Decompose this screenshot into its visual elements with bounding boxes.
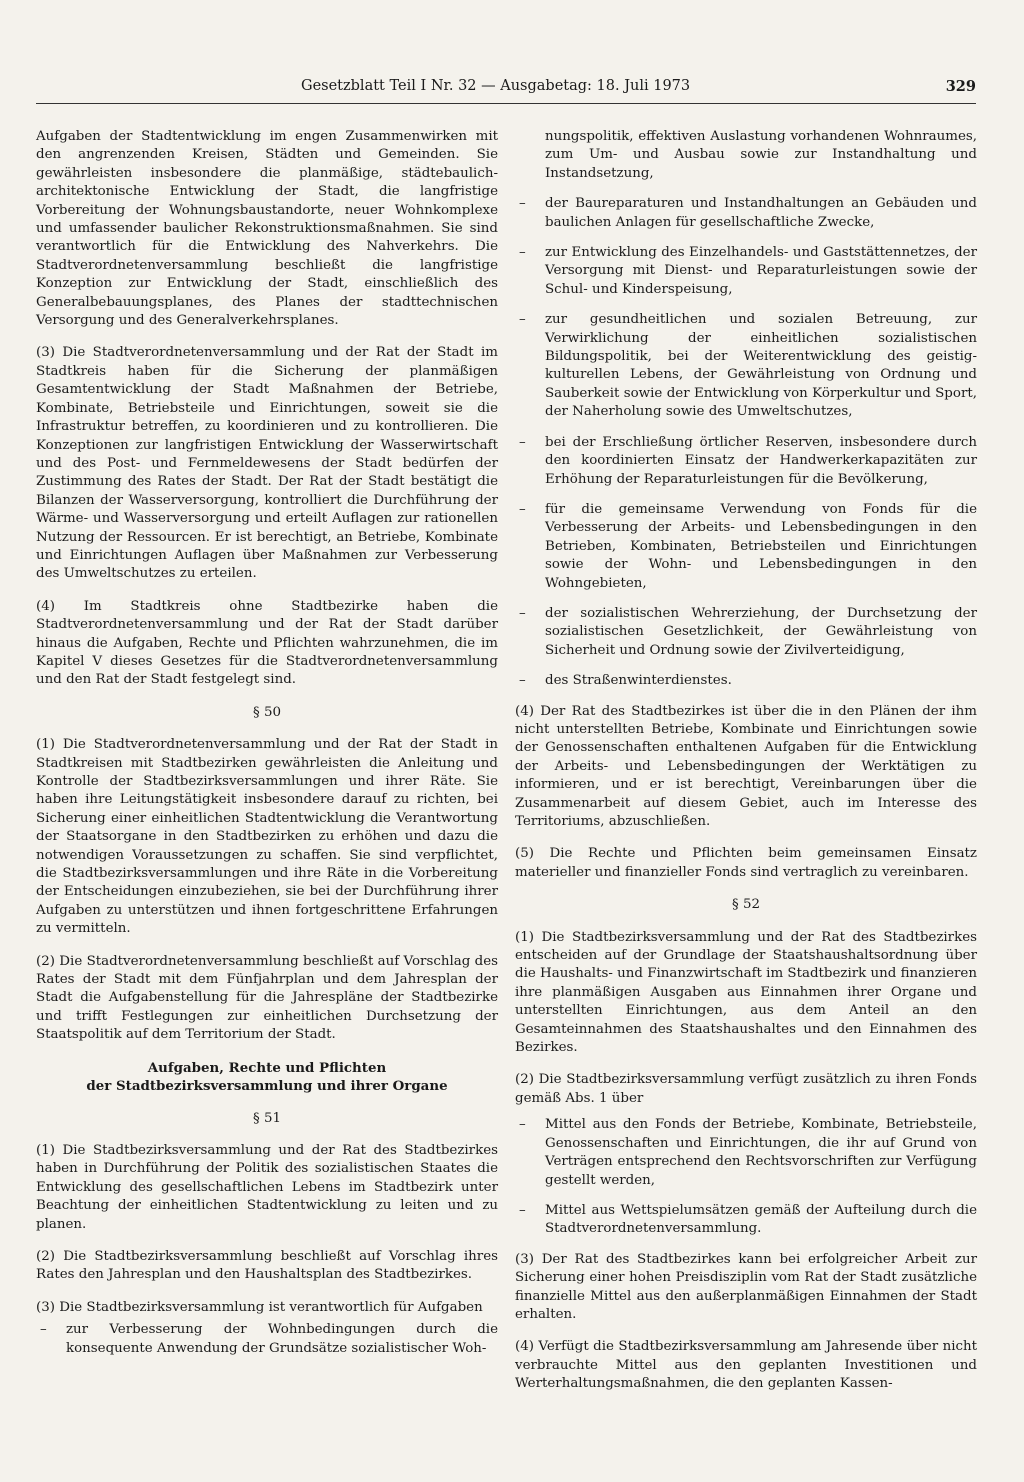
paragraph: (3) Die Stadtbezirksversammlung ist verantwortlich für Aufgaben [36, 1299, 483, 1315]
paragraph: (1) Die Stadtbezirksversammlung und der Rat des Stadtbezirkes haben in Durchführung der Politik des sozialistischen Staates die Entwicklung des gesellschaftlichen Lebens im Stadtbezirk unter Beachtung der einheitlichen Stadtentwicklung zu leiten und zu planen. [36, 1142, 498, 1232]
paragraph: (5) Die Rechte und Pflichten beim gemeinsamen Einsatz materieller und finanzieller Fonds sind vertraglich zu vereinbaren. [515, 846, 977, 880]
list-item: – zur Verbesserung der Wohnbedingungen durch die konsequente Anwendung der Grundsätze sozialistischer Woh- [36, 1321, 498, 1358]
section-heading [36, 1059, 498, 1096]
list-item: – Mittel aus Wettspielumsätzen gemäß der Aufteilung durch die Stadtverordnetenversammlung. [515, 1202, 977, 1239]
page-number: 329 [945, 78, 976, 95]
list-item: – Mittel aus den Fonds der Betriebe, Kombinate, Betriebsteile, Genossenschaften und Einrichtungen, die ihr auf Grund von Verträgen entsprechend den Rechtsvorschriften zur Verfügung gestellt werden, [515, 1116, 977, 1190]
section-number: § 52 [732, 897, 760, 913]
list-item: – bei der Erschließung örtlicher Reserven, insbesondere durch den koordinierten Einsatz der Handwerkerkapazitäten zur Erhöhung der Reparaturleistungen für die Bevölkerung, [515, 434, 977, 489]
paragraph: (2) Die Stadtverordnetenversammlung beschließt auf Vorschlag des Rates der Stadt mit dem Fünfjahrplan und dem Jahresplan der Stadt die Aufgabenstellung für die Jahrespläne der Stadtbezirke und trifft Festlegungen zur einheitlichen Durchsetzung der Staatspolitik auf dem Territorium der Stadt. [36, 953, 498, 1043]
header-title: Gesetzblatt Teil I Nr. 32 — Ausgabetag: 18. Juli 1973 [301, 78, 691, 94]
section-number: § 51 [253, 1110, 281, 1126]
page-header [36, 78, 976, 100]
paragraph: (1) Die Stadtbezirksversammlung und der Rat des Stadtbezirkes entscheiden auf der Grundlage der Staatshaushaltsordnung über die Haushalts- und Finanzwirtschaft im Stadtbezirk und finanzieren ihre planmäßigen Ausgaben aus Einnahmen ihrer Organe und unterstellten Einrichtungen, aus dem Anteil an den Gesamteinnahmen des Staatshaushaltes und den Einnahmen des Bezirkes. [515, 929, 977, 1056]
header-rule [36, 103, 976, 104]
list-item: – des Straßenwinterdienstes. [515, 672, 977, 690]
dash-list [515, 1116, 977, 1238]
right-column [515, 128, 977, 1408]
list-item: – zur Entwicklung des Einzelhandels- und Gaststättennetzes, der Versorgung mit Dienst- und Reparaturleistungen sowie der Schul- und Kinderspeisung, [515, 244, 977, 299]
paragraph: (1) Die Stadtverordnetenversammlung und der Rat der Stadt in Stadtkreisen mit Stadtbezirken gewährleisten die Anleitung und Kontrolle der Stadtbezirksversammlungen und ihrer Räte. Sie haben ihre Leitungstätigkeit insbesondere darauf zu richten, bei Sicherung einer einheitlichen Stadtentwicklung die Verantwortung der Staatsorgane in den Stadtbezirken zu erhöhen und dazu die notwendigen Voraussetzungen zu schaffen. Sie sind verpflichtet, die Stadtbezirksversammlungen und ihre Räte in die Vorbereitung der Entscheidungen einzubeziehen, sie bei der Durchführung ihrer Aufgaben zu unterstützen und ihnen fortgeschrittene Erfahrungen zu vermitteln. [36, 737, 498, 937]
dash-list [36, 1321, 498, 1358]
paragraph: (2) Die Stadtbezirksversammlung beschließt auf Vorschlag ihres Rates den Jahresplan und den Haushaltsplan des Stadtbezirkes. [36, 1248, 498, 1283]
paragraph: (4) Der Rat des Stadtbezirkes ist über die in den Plänen der ihm nicht unterstellten Betriebe, Kombinate und Einrichtungen sowie der Genossenschaften enthaltenen Aufgaben für die Entwicklung der Arbeits- und Lebensbedingungen der Werktätigen zu informieren, und er ist berechtigt, Vereinbarungen über die Zusammenarbeit auf diesem Gebiet, auch im Interesse des Territoriums, abzuschließen. [515, 703, 977, 829]
list-item: – zur gesundheitlichen und sozialen Betreuung, zur Verwirklichung der einheitlichen sozialistischen Bildungspolitik, bei der Weiterentwicklung des geistig-kulturellen Lebens, der Gewährleistung von Ordnung und Sauberkeit sowie der Entwicklung von Körperkultur und Sport, der Naherholung sowie des Umweltschutzes, [515, 311, 977, 421]
section-number: § 50 [253, 704, 281, 720]
paragraph: (2) Die Stadtbezirksversammlung verfügt zusätzlich zu ihren Fonds gemäß Abs. 1 über [515, 1072, 977, 1106]
list-item-continuation: nungspolitik, effektiven Auslastung vorhandenen Wohnraumes, zum Um- und Ausbau sowie zur Instandhaltung und Instandsetzung, [545, 129, 977, 181]
heading-line: der Stadtbezirksversammlung und ihrer Organe [86, 1078, 448, 1095]
heading-line: Aufgaben, Rechte und Pflichten [147, 1059, 387, 1076]
paragraph: Aufgaben der Stadtentwicklung im engen Zusammenwirken mit den angrenzenden Kreisen, Städten und Gemeinden. Sie gewährleisten insbesondere die planmäßige, städtebaulich-architektonische Entwicklung der Stadt, die langfristige Vorbereitung der Wohnungsbaustandorte, neuer Wohnkomplexe und umfassender baulicher Rekonstruktionsmaßnahmen. Sie sind verantwortlich für die Entwicklung des Nahverkehrs. Die Stadtverordnetenversammlung beschließt die langfristige Konzeption zur Entwicklung der Stadt, einschließlich des Generalbebauungsplanes, des Planes der stadttechnischen Versorgung und des Generalverkehrsplanes. [36, 129, 498, 329]
paragraph: (3) Der Rat des Stadtbezirkes kann bei erfolgreicher Arbeit zur Sicherung einer hohen Preisdisziplin vom Rat der Stadt zusätzliche finanzielle Mittel aus den außerplanmäßigen Einnahmen der Stadt erhalten. [515, 1251, 977, 1322]
list-item: – der Baureparaturen und Instandhaltungen an Gebäuden und baulichen Anlagen für gesellschaftliche Zwecke, [515, 195, 977, 232]
dash-list [515, 195, 977, 690]
paragraph: (4) Verfügt die Stadtbezirksversammlung am Jahresende über nicht verbrauchte Mittel aus den geplanten Investitionen und Werterhaltungsmaßnahmen, die den geplanten Kassen- [515, 1339, 977, 1392]
paragraph: (3) Die Stadtverordnetenversammlung und der Rat der Stadt im Stadtkreis haben für die Sicherung der planmäßigen Gesamtentwicklung der Stadt Maßnahmen der Betriebe, Kombinate, Betriebsteile und Einrichtungen, soweit sie die Infrastruktur betreffen, zu koordinieren und zu kontrollieren. Die Konzeptionen zur langfristigen Entwicklung der Wasserwirtschaft und des Post- und Fernmeldewesens der Stadt bedürfen der Zustimmung des Rates der Stadt. Der Rat der Stadt bestätigt die Bilanzen der Wasserversorgung, kontrolliert die Durchführung der Wärme- und Wasserversorgung und erteilt Auflagen zur rationellen Nutzung der Ressourcen. Er ist berechtigt, an Betriebe, Kombinate und Einrichtungen Auflagen über Maßnahmen zur Verbesserung des Umweltschutzes zu erteilen. [36, 345, 498, 582]
list-item: – für die gemeinsame Verwendung von Fonds für die Verbesserung der Arbeits- und Lebensbedingungen in den Betrieben, Kombinaten, Betriebsteilen und Einrichtungen sowie der Wohn- und Lebensbedingungen in den Wohngebieten, [515, 501, 977, 593]
paragraph: (4) Im Stadtkreis ohne Stadtbezirke haben die Stadtverordnetenversammlung und der Rat der Stadt darüber hinaus die Aufgaben, Rechte und Pflichten wahrzunehmen, die im Kapitel V dieses Gesetzes für die Stadtverordnetenversammlung und den Rat der Stadt festgelegt sind. [36, 598, 498, 688]
list-item: – der sozialistischen Wehrerziehung, der Durchsetzung der sozialistischen Gesetzlichkeit, der Gewährleistung von Sicherheit und Ordnung sowie der Zivilverteidigung, [515, 605, 977, 660]
left-column [36, 128, 498, 1370]
